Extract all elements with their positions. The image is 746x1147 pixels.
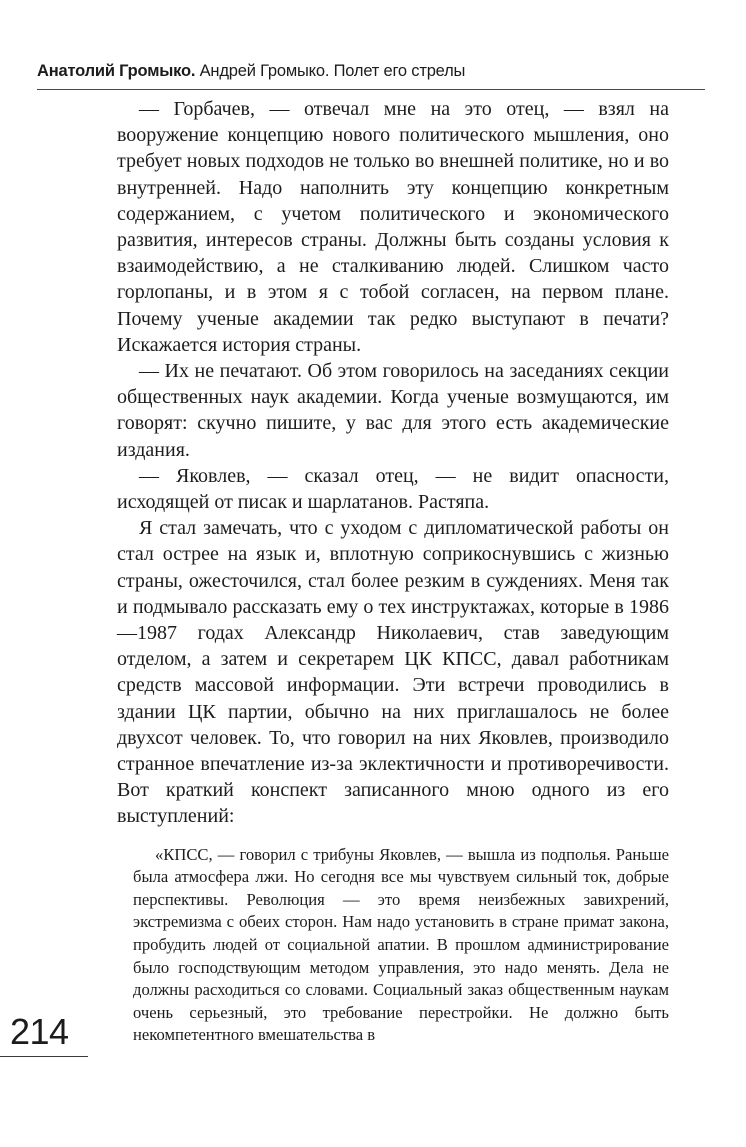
paragraph-not-printed: — Их не печатают. Об этом говорилось на заседаниях секции общественных наук академии. Когда ученые возмущаются, им говорят: скучно пишите, у вас для этого есть академические издания. <box>117 360 669 461</box>
running-header <box>37 62 697 81</box>
header-title: Андрей Громыко. Полет его стрелы <box>199 62 466 80</box>
header-author: Анатолий Громыко. <box>37 62 196 80</box>
paragraph-narrative: Я стал замечать, что с уходом с дипломатической работы он стал острее на язык и, вплотную соприкоснувшись с жизнью страны, ожесточился, стал более резким в суждениях. Меня так и подмывало рассказать ему о тех инструктажах, которые в 1986—1987 годах Александр Николаевич, став заведующим отделом, а затем и секретарем ЦК КПСС, давал работникам средств массовой информации. Эти встречи проводились в здании ЦК партии, обычно на них приглашалось не более двухсот человек. То, что говорил на них Яковлев, производило странное впечатление из-за эклектичности и противоречивости. Вот краткий конспект записанного мною одного из его выступлений: <box>117 517 669 828</box>
quote-block: «КПСС, — говорил с трибуны Яковлев, — вышла из подполья. Раньше была атмосфера лжи. Но сегодня все мы чувствуем сильный ток, добрые перспективы. Революция — это время неизбежных завихрений, экстремизма с обеих сторон. Нам надо установить в стране примат закона, пробудить людей от социальной апатии. В прошлом администрирование было господствующим методом управления, это надо менять. Дела не должны расходиться со словами. Социальный заказ общественным наукам очень серьезный, это требование перестройки. Не должно быть некомпетентного вмешательства в <box>133 844 669 1045</box>
paragraph-yakovlev: — Яковлев, — сказал отец, — не видит опасности, исходящей от писак и шарлатанов. Растяпа. <box>117 464 669 514</box>
body-text <box>117 96 669 1047</box>
page-number: 214 <box>10 1011 69 1052</box>
page-number-rule <box>0 1056 88 1057</box>
header-rule <box>37 89 705 90</box>
paragraph-gorbachev: — Горбачев, — отвечал мне на это отец, — взял на вооружение концепцию нового политического мышления, оно требует новых подходов не только во внешней политике, но и во внутренней. Надо наполнить эту концепцию конкретным содержанием, с учетом политического и экономического развития, интересов страны. Должны быть созданы условия к взаимодействию, а не сталкиванию людей. Слишком часто горлопаны, и в этом я с тобой согласен, на первом плане. Почему ученые академии так редко выступают в печати? Искажается история страны. <box>117 98 669 356</box>
